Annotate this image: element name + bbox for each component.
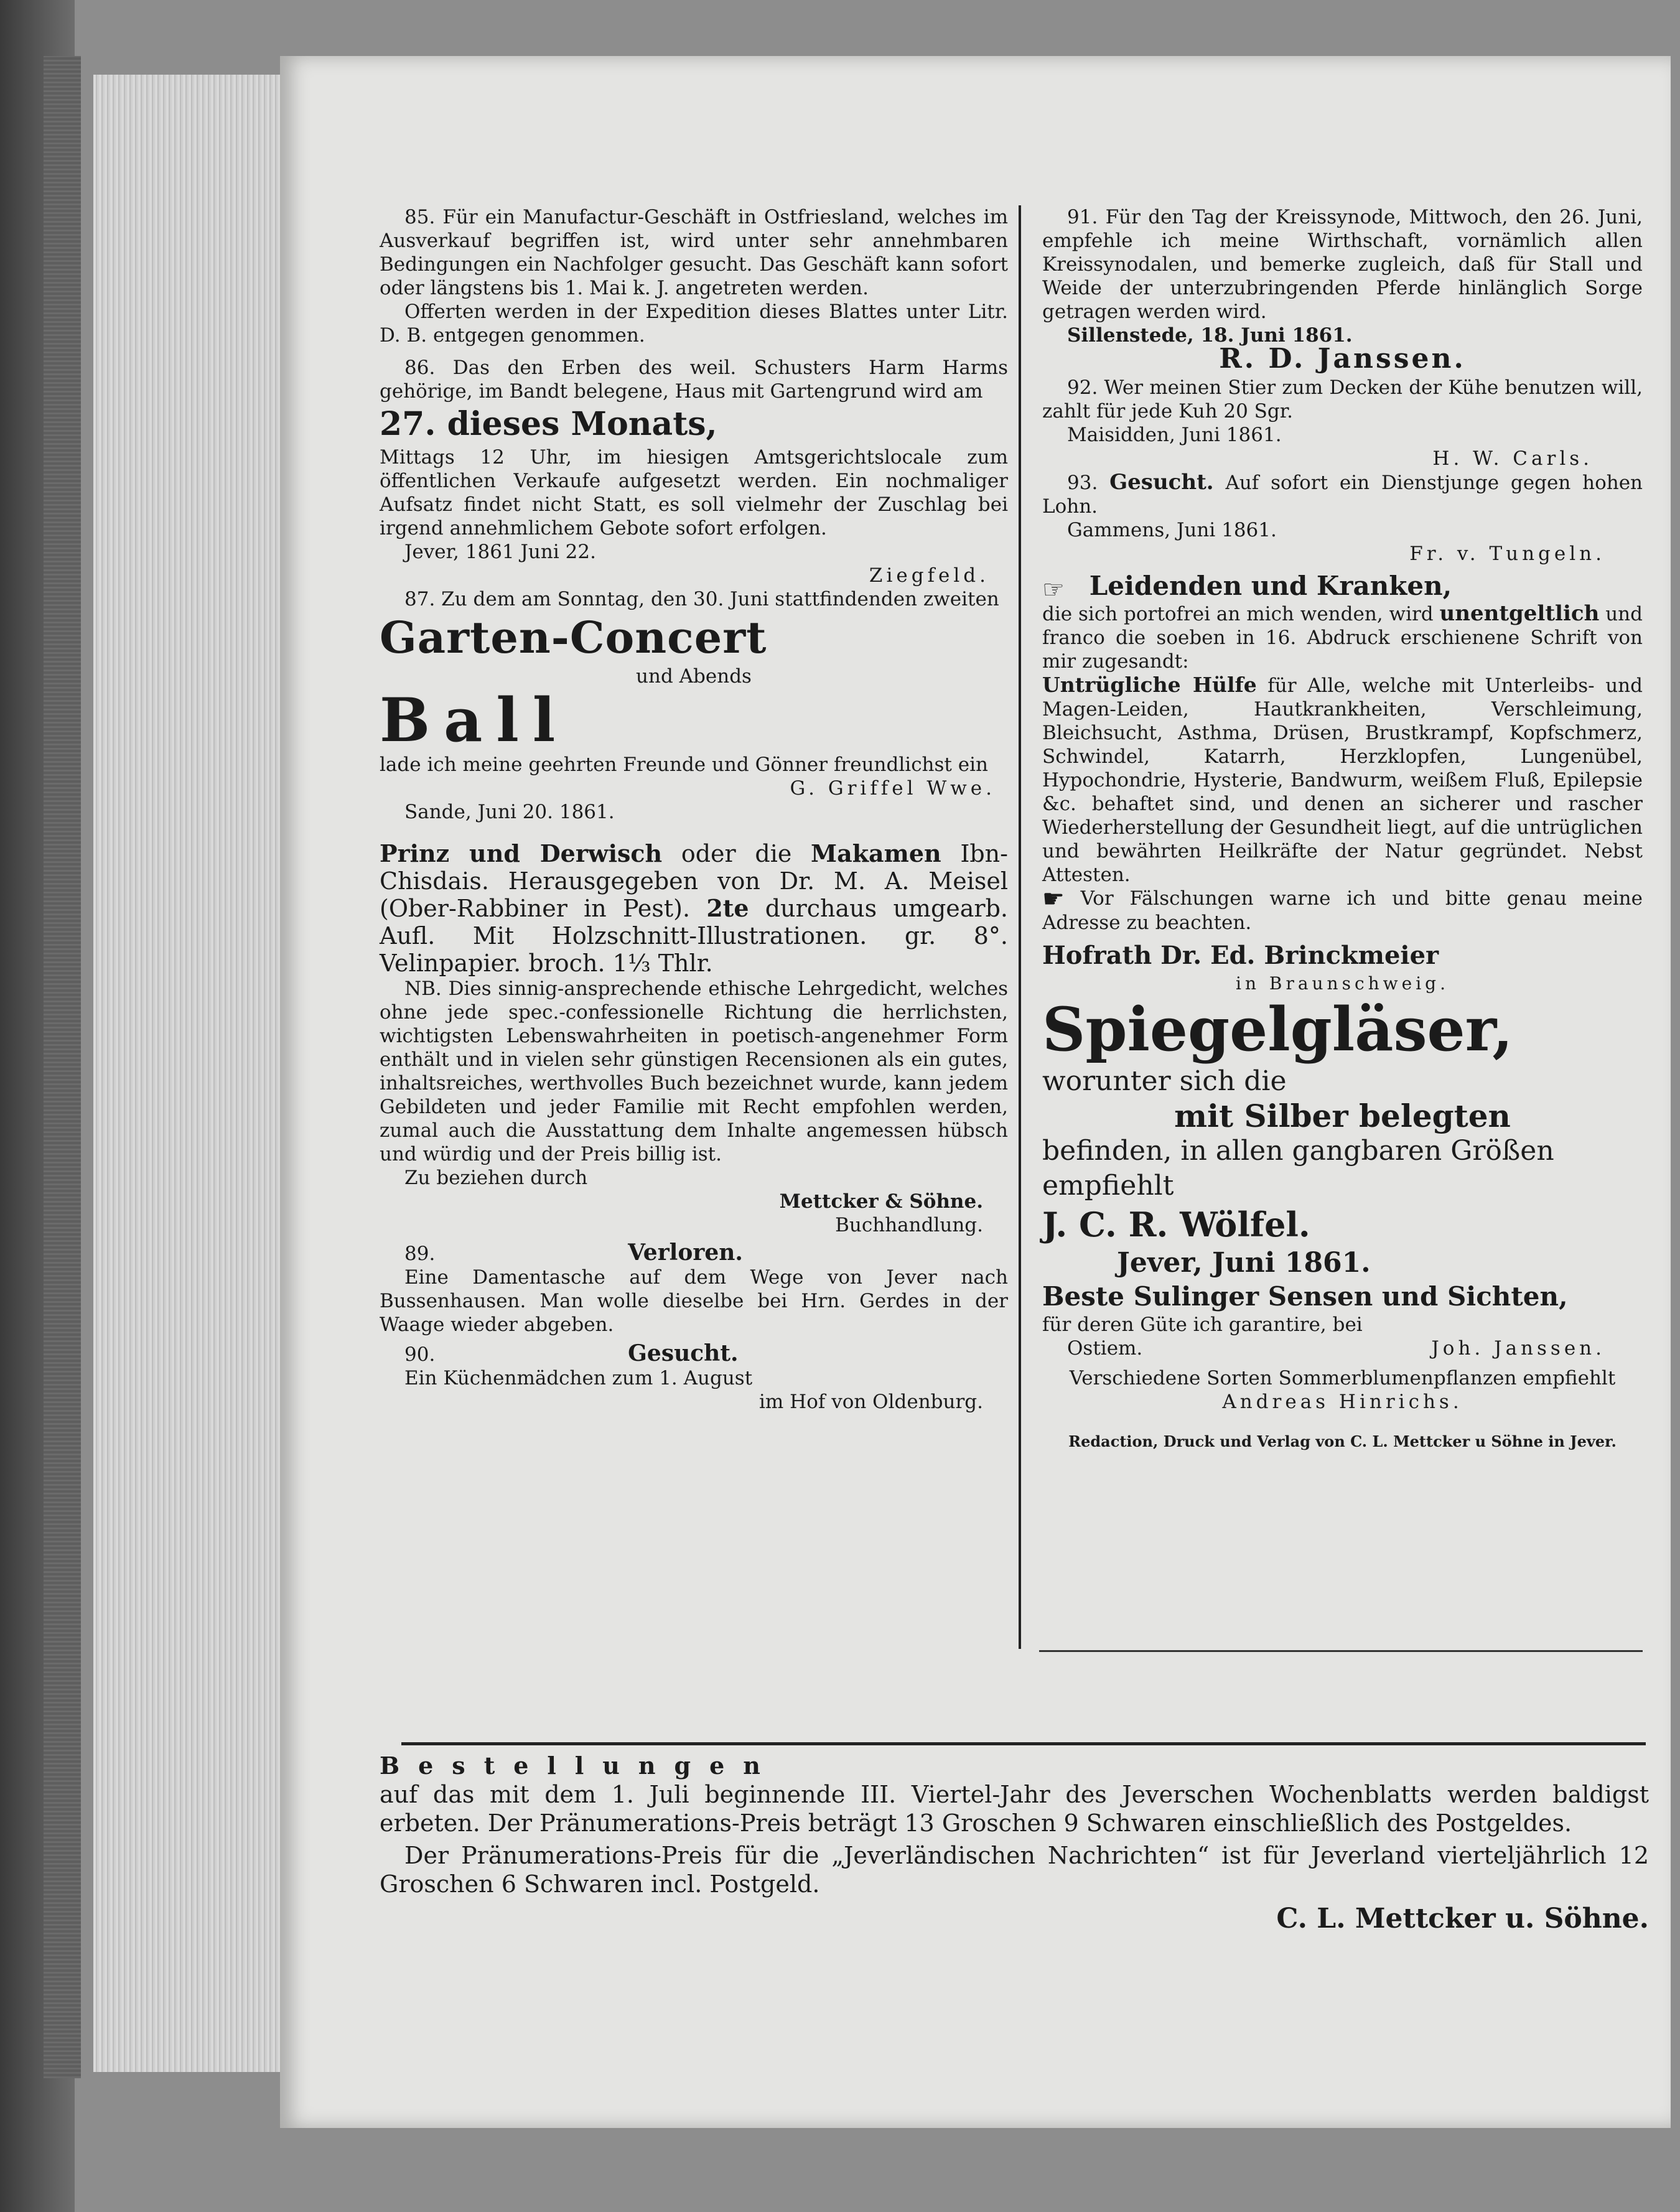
ad-91-text: 91. Für den Tag der Kreissynode, Mittwoch, den 26. Juni, empfehle ich meine Wirthschaft, vornämlich allen Kreissynodalen, und bemerke zugleich, daß für Stall und Weide der unterzubringenden Pferde hinlänglich Sorge getragen werden wird. <box>1042 206 1643 323</box>
sensen-signature: Joh. Janssen. <box>1431 1337 1605 1360</box>
ad-86-text: 86. Das den Erben des weil. Schusters Harm Harms gehörige, im Bandt belegene, Haus mit Gartengrund wird am <box>380 357 1008 403</box>
ad-88-signature-2: Buchhandlung. <box>835 1214 983 1236</box>
ad-87 <box>380 587 1008 824</box>
ad-88-nb: NB. Dies sinnig-ansprechende ethische Lehrgedicht, welches ohne jede spec.-confessionelle Richtung die herrlichsten, wichtigsten Lebenswahrheiten in poetisch-angenehmer Form enthält und in vielen sehr günstigen Recensionen als ein gutes, inhaltsreiches, werthvolles Buch bezeichnet wurde, kann jedem Gebildeten und jeder Familie mit Recht empfohlen werden, zumal auch die Ausstattung dem Inhalte angemessen hübsch und würdig und der Preis billig ist. <box>380 978 1008 1165</box>
ad-sensen <box>1042 1281 1643 1360</box>
brinckmeier-city: in Braunschweig. <box>1235 973 1449 994</box>
sensen-line <box>1042 1337 1643 1360</box>
ad-93 <box>1042 470 1643 566</box>
brinckmeier-signature: Hofrath Dr. Ed. Brinckmeier <box>1042 941 1439 970</box>
book-cover-edge <box>44 56 81 2078</box>
ad-88 <box>380 840 1008 1237</box>
section-divider <box>401 1742 1646 1745</box>
subscription-text-2: Der Pränumerations-Preis für die „Jeverländischen Nachrichten“ ist für Jeverland vierteljährlich 12 Groschen 6 Schwaren incl. Postgeld. <box>380 1842 1649 1898</box>
ad-93-title: Gesucht. <box>1109 470 1214 495</box>
ad-89-title: Verloren. <box>628 1239 743 1266</box>
ad-91-signature: R. D. Janssen. <box>1219 343 1466 375</box>
ad-92-signature: H. W. Carls. <box>1432 447 1593 470</box>
ad-88-title-2: Makamen <box>811 839 941 867</box>
ad-90-text-2: im Hof von Oldenburg. <box>759 1391 983 1413</box>
ad-88-title <box>380 840 1008 977</box>
spiegel-line-3: befinden, in allen gangbaren Größen <box>1042 1135 1554 1167</box>
ad-87-invite: lade ich meine geehrten Freunde und Gönner freundlichst ein <box>380 754 988 776</box>
ad-87-title: Garten-Concert <box>380 612 767 663</box>
ad-88-rest-3: durchaus umgearb. Aufl. Mit Holzschnitt-Illustrationen. gr. 8°. Velinpapier. broch. 1⅓ Thlr. <box>380 895 1008 977</box>
pointing-hand-left-icon: ☛ <box>1042 885 1065 913</box>
spiegel-line-2: mit Silber belegten <box>1174 1098 1511 1134</box>
ad-90 <box>380 1342 1008 1414</box>
ad-89-text: Eine Damentasche auf dem Wege von Jever nach Bussenhausen. Man wolle dieselbe bei Hrn. Gerdes in der Waage wieder abgeben. <box>380 1266 1008 1336</box>
ad-93-body: Auf sofort ein Dienstjunge gegen hohen Lohn. <box>1042 472 1643 518</box>
ad-88-bezug: Zu beziehen durch <box>404 1167 588 1189</box>
brinckmeier-warning <box>1042 887 1643 935</box>
imprint: Redaction, Druck und Verlag von C. L. Mettcker u Söhne in Jever. <box>1068 1432 1617 1450</box>
spiegel-line-4: empfiehlt <box>1042 1170 1174 1202</box>
spiegel-title: Spiegelgläser, <box>1042 994 1513 1065</box>
ad-92-text: 92. Wer meinen Stier zum Decken der Kühe benutzen will, zahlt für jede Kuh 20 Sgr. <box>1042 376 1643 422</box>
ad-86-place: Jever, 1861 Juni 22. <box>404 541 596 563</box>
spiegel-firm: J. C. R. Wölfel. <box>1042 1205 1310 1244</box>
right-column <box>1042 205 1643 1451</box>
sensen-text: für deren Güte ich garantire, bei <box>1042 1314 1363 1336</box>
ad-90-title: Gesucht. <box>628 1340 739 1366</box>
ad-85-text: 85. Für ein Manufactur-Geschäft in Ostfriesland, welches im Ausverkauf begriffen ist, wird unter sehr annehmbaren Bedingungen ein Nachfolger gesucht. Das Geschäft kann sofort oder längstens bis 1. Mai k. J. angetreten werden. <box>380 206 1008 299</box>
imprint-rule <box>1039 1650 1643 1652</box>
brinckmeier-text-2 <box>1042 673 1643 887</box>
ad-blumen <box>1042 1366 1643 1414</box>
subscription-firm: C. L. Mettcker u. Söhne. <box>1276 1903 1649 1934</box>
subscription-notice <box>380 1752 1649 1933</box>
ad-89-number: 89. <box>404 1243 436 1265</box>
ad-85-offers: Offerten werden in der Expedition dieses Blattes unter Litr. D. B. entgegen genommen. <box>380 301 1008 347</box>
ad-93-place: Gammens, Juni 1861. <box>1067 519 1277 541</box>
ad-88-edition: 2te <box>706 894 749 922</box>
brinckmeier-warning-text: Vor Fälschungen warne ich und bitte genau meine Adresse zu beachten. <box>1042 887 1643 934</box>
subscription-heading: Bestellungen <box>380 1752 779 1780</box>
ad-87-signature: G. Griffel Wwe. <box>790 777 996 800</box>
ad-92 <box>1042 376 1643 470</box>
ad-brinckmeier <box>1042 571 1643 996</box>
brinckmeier-heading <box>1042 571 1643 604</box>
ad-93-number: 93. <box>1067 472 1098 494</box>
brinckmeier-text-1c: und franco die soeben in 16. Abdruck erschienene Schrift von mir zugesandt: <box>1042 602 1643 673</box>
ad-87-ball: Ball <box>380 685 569 755</box>
pointing-hand-right-icon: ☞ <box>1042 575 1065 604</box>
page-edges <box>93 75 280 2072</box>
subscription-text-1: auf das mit dem 1. Juli beginnende III. Viertel-Jahr des Jeverschen Wochenblatts werden baldigst erbeten. Der Pränumerations-Preis beträgt 13 Groschen 9 Schwaren einschließlich des Postgeldes. <box>380 1781 1649 1837</box>
ad-90-number: 90. <box>404 1343 436 1366</box>
ad-93-signature: Fr. v. Tungeln. <box>1409 543 1605 565</box>
column-divider <box>1019 205 1021 1649</box>
ad-90-text: Ein Küchenmädchen zum 1. August <box>404 1367 753 1389</box>
brinckmeier-text-2b: für Alle, welche mit Unterleibs- und Magen-Leiden, Hautkrankheiten, Verschleimung, Bleichsucht, Asthma, Drüsen, Brustkrampf, Kopfschmerz, Schwindel, Katarrh, Herzklopfen, Lungenübel, Hypochondrie, Hysterie, Bandwurm, weißem Fluß, Epilepsie &c. behaftet sind, und denen an sicherer und rascher Wiederherstellung der Gesundheit liegt, auf die untrüglichen und bewährten Heilkräfte der Natur gegründet. Nebst Attesten. <box>1042 674 1643 886</box>
ad-88-title-1: Prinz und Derwisch <box>380 839 663 867</box>
ad-spiegel <box>1042 996 1643 1281</box>
ad-92-place: Maisidden, Juni 1861. <box>1067 424 1282 446</box>
ad-88-rest-1: oder die <box>662 840 811 867</box>
sensen-title: Beste Sulinger Sensen und Sichten, <box>1042 1281 1568 1312</box>
ad-91-place: Sillenstede, 18. Juni 1861. <box>1067 324 1353 347</box>
blumen-text: Verschiedene Sorten Sommerblumenpflanzen empfiehlt <box>1069 1367 1616 1389</box>
ad-87-place: Sande, Juni 20. 1861. <box>404 801 615 823</box>
spiegel-line-1: worunter sich die <box>1042 1065 1287 1097</box>
ad-89 <box>380 1241 1008 1337</box>
ad-87-text: 87. Zu dem am Sonntag, den 30. Juni stattfindenden zweiten <box>404 588 999 610</box>
ad-86-date: 27. dieses Monats, <box>380 405 717 443</box>
left-column <box>380 205 1008 1414</box>
ad-93-text <box>1042 470 1643 518</box>
brinckmeier-huelfe: Untrügliche Hülfe <box>1042 672 1257 697</box>
brinckmeier-text-1a: die sich portofrei an mich wenden, wird <box>1042 602 1440 625</box>
ad-87-und-abends: und Abends <box>636 665 752 688</box>
ad-86 <box>380 356 1008 587</box>
ad-89-heading <box>380 1241 1008 1266</box>
brinckmeier-text-1 <box>1042 602 1643 673</box>
blumen-signature: Andreas Hinrichs. <box>1222 1391 1463 1413</box>
ad-86-signature: Ziegfeld. <box>869 564 989 587</box>
ad-90-heading <box>380 1342 1008 1366</box>
brinckmeier-free: unentgeltlich <box>1439 600 1600 626</box>
spiegel-place: Jever, Juni 1861. <box>1117 1247 1371 1279</box>
ad-85 <box>380 205 1008 347</box>
ad-91 <box>1042 205 1643 375</box>
ad-88-rest-2: Ibn-Chisdais. Herausgegeben von Dr. M. A. Meisel (Ober-Rabbiner in Pest). <box>380 840 1008 922</box>
sensen-place: Ostiem. <box>1067 1337 1143 1360</box>
brinckmeier-head: Leidenden und Kranken, <box>1089 571 1452 601</box>
ad-88-signature: Mettcker & Söhne. <box>779 1190 983 1213</box>
ad-86-text-2: Mittags 12 Uhr, im hiesigen Amtsgerichtslocale zum öffentlichen Verkaufe aufgesetzt werden. Ein nochmaliger Aufsatz findet nicht Statt, es soll vielmehr der Zuschlag bei irgend annehmlichem Gebote sofort erfolgen. <box>380 446 1008 539</box>
